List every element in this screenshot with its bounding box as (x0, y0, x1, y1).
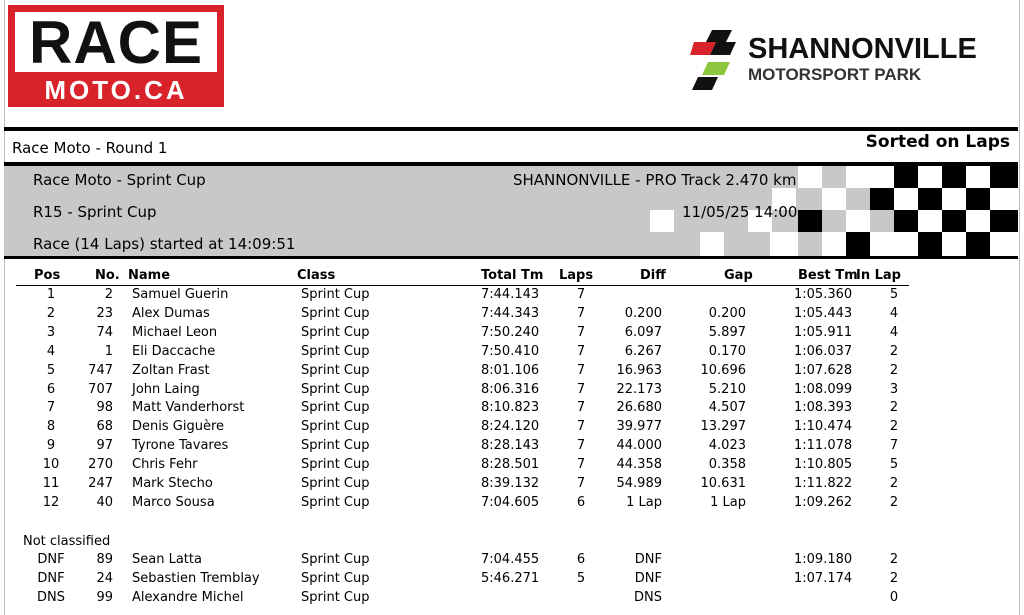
cell-class: Sprint Cup (301, 400, 370, 416)
cell-no: 89 (96, 552, 113, 567)
col-total-time: Total Tm (481, 268, 544, 283)
cell-pos: 2 (46, 305, 56, 321)
cell-pos: 10 (42, 457, 60, 473)
results-table-header-rule (16, 285, 909, 286)
cell-total: 8:01.106 (481, 362, 540, 378)
cell-pos: 12 (42, 494, 60, 510)
cell-class: Sprint Cup (301, 570, 370, 586)
cell-name: Samuel Guerin (132, 287, 229, 302)
results-table-header (0, 268, 1024, 286)
cell-diff: 22.173 (616, 381, 662, 397)
cell-pos: DNF (37, 552, 65, 567)
cell-best: 1:09.262 (794, 494, 853, 510)
cell-in-lap: 4 (889, 305, 899, 321)
cell-in-lap: 7 (889, 438, 899, 454)
cell-laps: 7 (576, 343, 586, 359)
cell-pos: 5 (46, 362, 56, 378)
table-row (0, 325, 1024, 344)
cell-name: Denis Giguère (132, 419, 224, 435)
cell-no: 2 (104, 287, 113, 302)
cell-in-lap: 4 (889, 324, 899, 340)
cell-total: 8:39.132 (481, 476, 540, 491)
col-diff: Diff (640, 268, 666, 283)
cell-best: 1:06.037 (794, 343, 853, 359)
cell-total: 5:46.271 (481, 570, 540, 586)
cell-in-lap: 2 (889, 400, 899, 416)
cell-name: Alexandre Michel (132, 589, 244, 605)
table-row (0, 438, 1024, 457)
col-name: Name (128, 268, 171, 283)
cell-name: Sean Latta (132, 552, 202, 567)
cell-best: 1:11.078 (794, 438, 853, 454)
cell-pos: 1 (46, 287, 56, 302)
col-best-time: Best Tm (798, 268, 858, 283)
cell-best: 1:08.393 (794, 400, 853, 416)
cell-total: 8:28.501 (481, 457, 540, 473)
cell-name: Matt Vanderhorst (132, 400, 245, 416)
cell-name: Tyrone Tavares (132, 438, 229, 454)
table-row (0, 552, 1024, 571)
race-info-band (4, 166, 1018, 256)
cell-laps: 7 (576, 419, 586, 435)
cell-diff: DNS (634, 589, 662, 605)
track-info: SHANNONVILLE - PRO Track 2.470 km (513, 171, 797, 189)
cell-no: 270 (88, 457, 113, 473)
cell-in-lap: 2 (889, 552, 899, 567)
cell-class: Sprint Cup (301, 381, 370, 397)
cell-diff: 16.963 (616, 362, 662, 378)
cell-name: Mark Stecho (132, 476, 213, 491)
cell-in-lap: 2 (889, 419, 899, 435)
sort-label: Sorted on Laps (865, 132, 1010, 152)
cell-pos: 8 (46, 419, 56, 435)
cell-in-lap: 0 (889, 589, 899, 605)
cell-best: 1:11.822 (794, 476, 853, 491)
cell-no: 1 (104, 343, 113, 359)
table-row (0, 306, 1024, 325)
cell-in-lap: 2 (889, 343, 899, 359)
cell-class: Sprint Cup (301, 419, 370, 435)
col-in-lap: In Lap (856, 268, 901, 283)
cell-gap: 4.507 (708, 400, 746, 416)
cell-laps: 7 (576, 324, 586, 340)
cell-pos: DNS (37, 589, 65, 605)
cell-total: 7:04.605 (481, 494, 540, 510)
cell-in-lap: 5 (889, 287, 899, 302)
race-class: R15 - Sprint Cup (33, 203, 157, 221)
table-row (0, 382, 1024, 401)
cell-total: 7:50.410 (481, 343, 540, 359)
cell-total: 8:28.143 (481, 438, 540, 454)
cell-gap: 5.210 (708, 381, 746, 397)
cell-diff: 54.989 (616, 476, 662, 491)
cell-name: Sebastien Tremblay (132, 570, 260, 586)
col-class: Class (297, 268, 336, 283)
race-series: Race Moto - Sprint Cup (33, 171, 206, 189)
cell-total: 8:24.120 (481, 419, 540, 435)
shannonville-logo-title: SHANNONVILLE (748, 33, 977, 65)
cell-name: Chris Fehr (132, 457, 198, 473)
cell-class: Sprint Cup (301, 324, 370, 340)
cell-diff: 44.358 (616, 457, 662, 473)
table-row (0, 287, 1024, 306)
col-pos: Pos (34, 268, 61, 283)
cell-name: Zoltan Frast (132, 362, 210, 378)
cell-laps: 7 (576, 381, 586, 397)
table-row (0, 571, 1024, 590)
cell-in-lap: 2 (889, 476, 899, 491)
cell-diff: 6.267 (624, 343, 662, 359)
cell-total: 7:04.455 (481, 552, 540, 567)
col-laps: Laps (559, 268, 594, 283)
cell-name: Alex Dumas (132, 305, 210, 321)
cell-class: Sprint Cup (301, 287, 370, 302)
cell-gap: 10.631 (700, 476, 746, 491)
cell-best: 1:05.360 (794, 287, 853, 302)
header-rule-bottom (4, 256, 1018, 259)
cell-class: Sprint Cup (301, 305, 370, 321)
cell-total: 7:50.240 (481, 324, 540, 340)
col-no: No. (95, 268, 120, 283)
cell-best: 1:09.180 (794, 552, 853, 567)
cell-gap: 0.358 (708, 457, 746, 473)
cell-class: Sprint Cup (301, 343, 370, 359)
cell-diff: 26.680 (616, 400, 662, 416)
cell-pos: 7 (46, 400, 56, 416)
cell-gap: 13.297 (700, 419, 746, 435)
table-row (0, 457, 1024, 476)
cell-laps: 7 (576, 305, 586, 321)
cell-pos: DNF (37, 570, 65, 586)
table-row (0, 344, 1024, 363)
cell-name: Eli Daccache (132, 343, 216, 359)
cell-laps: 6 (576, 494, 586, 510)
cell-class: Sprint Cup (301, 494, 370, 510)
cell-no: 747 (88, 362, 113, 378)
cell-no: 74 (96, 324, 113, 340)
cell-no: 24 (96, 570, 113, 586)
cell-total: 7:44.143 (481, 287, 540, 302)
shannonville-logo-subtitle: MOTORSPORT PARK (748, 65, 922, 84)
cell-best: 1:07.628 (794, 362, 853, 378)
cell-laps: 7 (576, 438, 586, 454)
cell-diff: 39.977 (616, 419, 662, 435)
shannonville-logo (690, 24, 1020, 96)
table-row (0, 400, 1024, 419)
cell-gap: 10.696 (700, 362, 746, 378)
cell-laps: 7 (576, 457, 586, 473)
cell-name: John Laing (132, 381, 200, 397)
cell-class: Sprint Cup (301, 552, 370, 567)
race-start: Race (14 Laps) started at 14:09:51 (33, 235, 296, 253)
race-datetime: 11/05/25 14:00 (682, 203, 798, 221)
cell-best: 1:07.174 (794, 570, 853, 586)
cell-gap: 4.023 (708, 438, 746, 454)
cell-pos: 6 (46, 381, 56, 397)
cell-diff: 44.000 (616, 438, 662, 454)
cell-class: Sprint Cup (301, 362, 370, 378)
cell-name: Marco Sousa (132, 494, 215, 510)
cell-in-lap: 5 (889, 457, 899, 473)
cell-no: 68 (96, 419, 113, 435)
cell-total: 7:44.343 (481, 305, 540, 321)
cell-no: 97 (96, 438, 113, 454)
cell-total: 8:06.316 (481, 381, 540, 397)
cell-no: 40 (96, 494, 113, 510)
cell-laps: 5 (576, 570, 586, 586)
cell-laps: 7 (576, 287, 586, 302)
race-moto-logo-inner (15, 9, 217, 76)
cell-gap: 0.170 (708, 343, 746, 359)
cell-in-lap: 2 (889, 570, 899, 586)
cell-class: Sprint Cup (301, 438, 370, 454)
cell-no: 707 (88, 381, 113, 397)
shannonville-flag-icon (690, 24, 750, 96)
cell-in-lap: 2 (889, 494, 899, 510)
cell-no: 23 (96, 305, 113, 321)
cell-diff: 0.200 (624, 305, 662, 321)
race-moto-logo-moto-text: MOTO.CA (44, 75, 188, 105)
cell-best: 1:05.911 (794, 324, 853, 340)
cell-in-lap: 3 (889, 381, 899, 397)
cell-pos: 9 (46, 438, 56, 454)
header-rule-top (4, 127, 1018, 131)
cell-gap: 1 Lap (710, 494, 746, 510)
cell-diff: 1 Lap (626, 494, 662, 510)
col-gap: Gap (724, 268, 753, 283)
race-moto-logo-race-text: RACE (28, 9, 203, 76)
cell-best: 1:10.805 (794, 457, 853, 473)
cell-diff: DNF (634, 570, 662, 586)
cell-pos: 3 (46, 324, 56, 340)
cell-no: 98 (96, 400, 113, 416)
table-row (0, 363, 1024, 382)
cell-pos: 11 (42, 476, 60, 491)
cell-gap: 0.200 (708, 305, 746, 321)
cell-class: Sprint Cup (301, 476, 370, 491)
cell-total: 8:10.823 (481, 400, 540, 416)
cell-laps: 6 (576, 552, 586, 567)
cell-best: 1:05.443 (794, 305, 853, 321)
race-moto-logo (8, 5, 224, 107)
cell-laps: 7 (576, 400, 586, 416)
table-row (0, 495, 1024, 514)
cell-in-lap: 2 (889, 362, 899, 378)
table-row (0, 590, 1024, 609)
cell-diff: 6.097 (624, 324, 662, 340)
not-classified-label: Not classified (23, 534, 111, 549)
cell-no: 247 (88, 476, 113, 491)
cell-no: 99 (96, 589, 113, 605)
cell-pos: 4 (46, 343, 56, 359)
cell-name: Michael Leon (132, 324, 218, 340)
cell-best: 1:08.099 (794, 381, 853, 397)
table-row (0, 419, 1024, 438)
cell-laps: 7 (576, 362, 586, 378)
cell-diff: DNF (634, 552, 662, 567)
cell-laps: 7 (576, 476, 586, 491)
event-title: Race Moto - Round 1 (12, 139, 168, 157)
cell-class: Sprint Cup (301, 457, 370, 473)
cell-gap: 5.897 (708, 324, 746, 340)
table-row (0, 476, 1024, 495)
cell-class: Sprint Cup (301, 589, 370, 605)
cell-best: 1:10.474 (794, 419, 853, 435)
